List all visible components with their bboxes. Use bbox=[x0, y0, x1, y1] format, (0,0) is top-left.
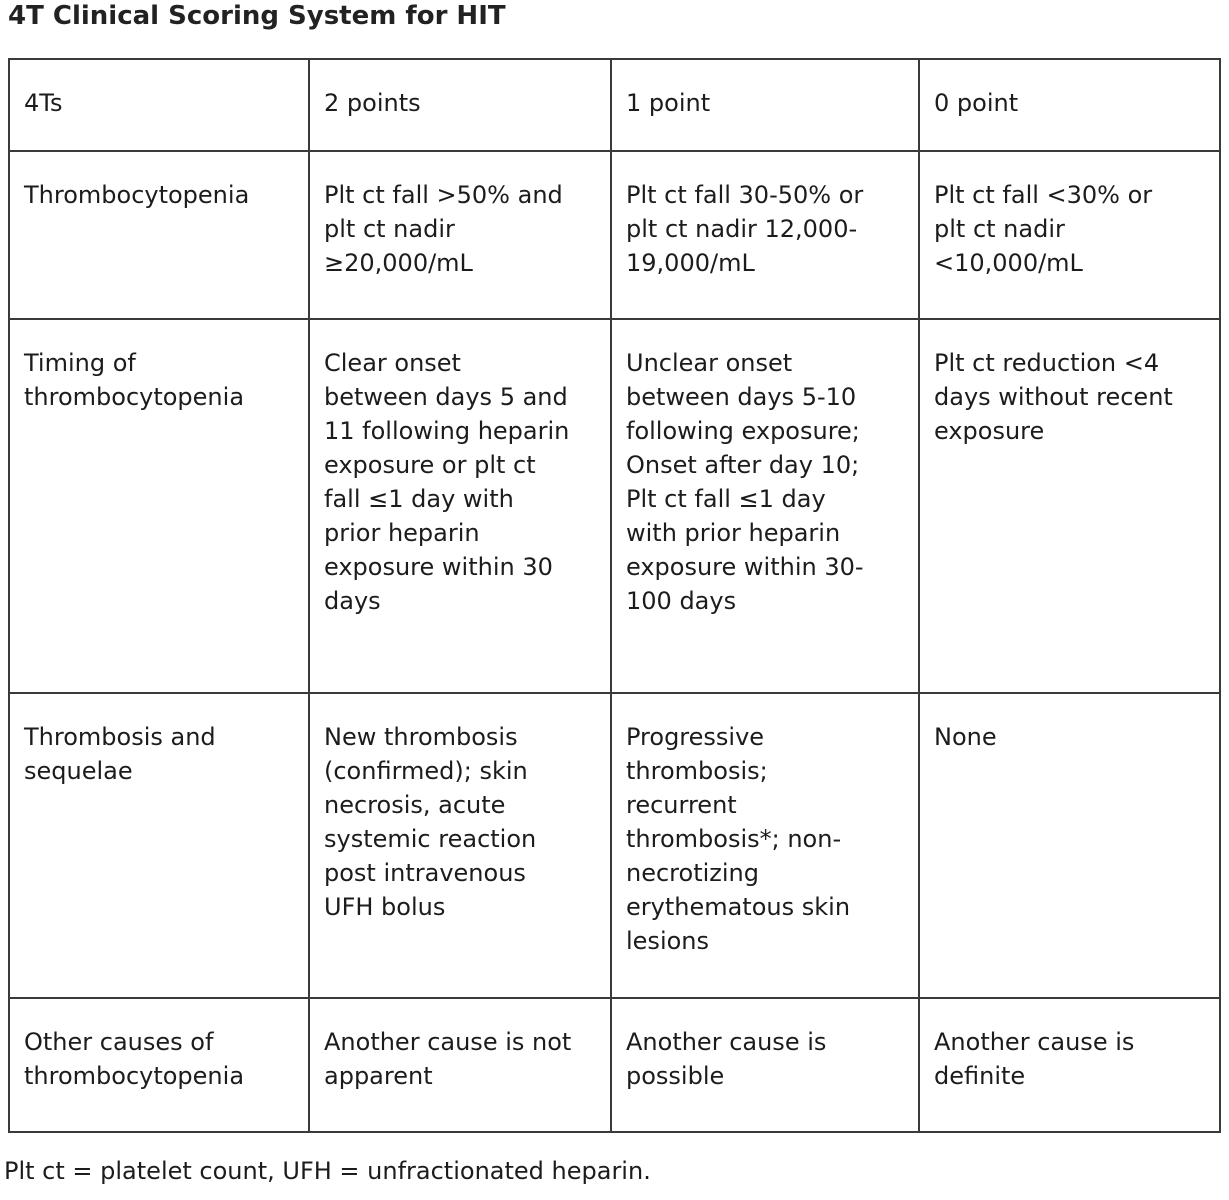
cell-0-point: None bbox=[919, 693, 1220, 998]
scoring-table bbox=[8, 58, 1221, 1133]
cell-2-points: Another cause is not apparent bbox=[309, 998, 611, 1132]
row-category: Thrombosis and sequelae bbox=[9, 693, 309, 998]
column-header-4ts: 4Ts bbox=[9, 59, 309, 151]
cell-1-point: Unclear onset between days 5-10 following exposure; Onset after day 10; Plt ct fall ≤1 day with prior heparin exposure within 30-100 days bbox=[611, 319, 919, 693]
cell-0-point: Plt ct fall <30% or plt ct nadir <10,000/mL bbox=[919, 151, 1220, 319]
cell-1-point: Progressive thrombosis; recurrent thrombosis*; non-necrotizing erythematous skin lesions bbox=[611, 693, 919, 998]
cell-2-points: New thrombosis (confirmed); skin necrosis, acute systemic reaction post intravenous UFH bolus bbox=[309, 693, 611, 998]
cell-2-points: Clear onset between days 5 and 11 following heparin exposure or plt ct fall ≤1 day with prior heparin exposure within 30 days bbox=[309, 319, 611, 693]
cell-1-point: Another cause is possible bbox=[611, 998, 919, 1132]
cell-2-points: Plt ct fall >50% and plt ct nadir ≥20,000/mL bbox=[309, 151, 611, 319]
column-header-0-point: 0 point bbox=[919, 59, 1220, 151]
cell-1-point: Plt ct fall 30-50% or plt ct nadir 12,000-19,000/mL bbox=[611, 151, 919, 319]
column-header-1-point: 1 point bbox=[611, 59, 919, 151]
footnote: Plt ct = platelet count, UFH = unfractionated heparin. bbox=[4, 1157, 651, 1185]
cell-0-point: Plt ct reduction <4 days without recent exposure bbox=[919, 319, 1220, 693]
table-header-row bbox=[9, 59, 1220, 151]
row-category: Timing of thrombocytopenia bbox=[9, 319, 309, 693]
column-header-2-points: 2 points bbox=[309, 59, 611, 151]
page-title: 4T Clinical Scoring System for HIT bbox=[8, 1, 506, 31]
cell-0-point: Another cause is definite bbox=[919, 998, 1220, 1132]
row-category: Other causes of thrombocytopenia bbox=[9, 998, 309, 1132]
table-row-thrombocytopenia bbox=[9, 151, 1220, 319]
table-row-other-causes bbox=[9, 998, 1220, 1132]
row-category: Thrombocytopenia bbox=[9, 151, 309, 319]
table-row-thrombosis bbox=[9, 693, 1220, 998]
table-row-timing bbox=[9, 319, 1220, 693]
